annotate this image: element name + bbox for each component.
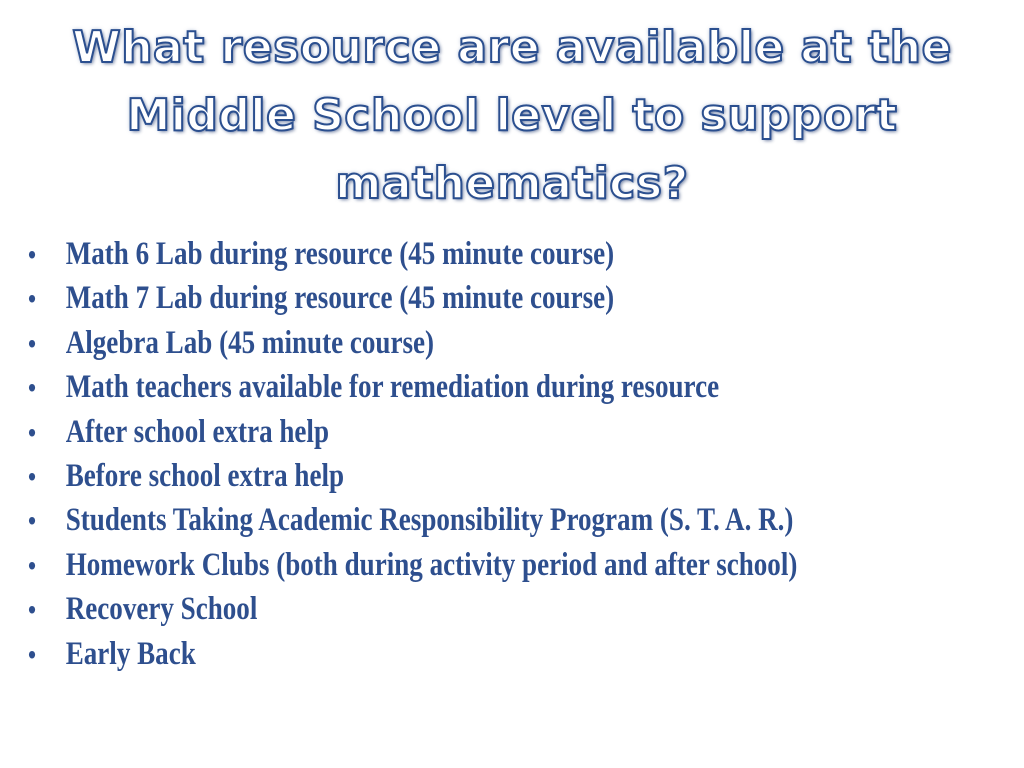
bullet-item-math-teachers (28, 369, 832, 413)
bullet-item-math7-lab (28, 280, 832, 324)
bullet-marker: • (28, 505, 37, 537)
bullet-item-after-school (28, 414, 832, 458)
bullet-text: Early Back (65, 635, 196, 672)
bullet-list (28, 236, 1008, 680)
bullet-text: Recovery School (65, 591, 258, 628)
bullet-marker: • (28, 283, 37, 315)
bullet-marker: • (28, 416, 37, 448)
bullet-marker: • (28, 239, 37, 270)
bullet-item-before-school (28, 458, 832, 502)
bullet-text: Before school extra help (65, 457, 345, 494)
bullet-text: Homework Clubs (both during activity period and after school) (65, 546, 798, 583)
bullet-text: Math teachers available for remediation during resource (65, 369, 720, 406)
bullet-item-recovery-school (28, 591, 832, 635)
bullet-text: Students Taking Academic Responsibility Program (S. T. A. R.) (65, 502, 794, 539)
bullet-item-math6-lab (28, 236, 832, 280)
title-line-2: Middle School level to support (126, 90, 898, 141)
title-line-1: What resource are available at the (72, 22, 952, 73)
bullet-marker: • (28, 460, 37, 492)
bullet-marker: • (28, 638, 37, 670)
bullet-text: Algebra Lab (45 minute course) (65, 324, 435, 361)
bullet-marker: • (28, 327, 37, 359)
bullet-text: After school extra help (65, 413, 330, 450)
bullet-item-early-back (28, 636, 832, 680)
slide-title (60, 14, 964, 218)
bullet-item-homework-clubs (28, 547, 832, 591)
bullet-marker: • (28, 549, 37, 581)
title-line-3: mathematics? (335, 158, 689, 209)
bullet-text: Math 7 Lab during resource (45 minute course) (65, 280, 615, 317)
bullet-item-star-program (28, 502, 832, 546)
bullet-marker: • (28, 594, 37, 626)
bullet-text: Math 6 Lab during resource (45 minute course) (65, 236, 615, 272)
bullet-item-algebra-lab (28, 325, 832, 369)
bullet-marker: • (28, 372, 37, 404)
